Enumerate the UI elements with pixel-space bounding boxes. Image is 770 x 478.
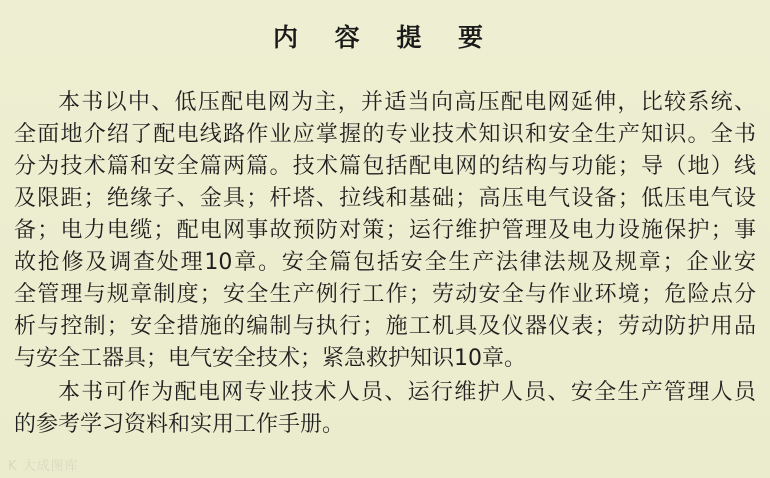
paragraph-line: 全面地介绍了配电线路作业应掌握的专业技术知识和安全生产知识。全书 (14, 122, 756, 147)
paragraph-line: 析与控制；安全措施的编制与执行；施工机具及仪器仪表；劳动防护用品 (14, 314, 756, 339)
paragraph-line: 本书以中、低压配电网为主，并适当向高压配电网延伸，比较系统、 (58, 90, 756, 115)
page-title: 内 容 提 要 (272, 23, 498, 52)
paragraph-line: 本书可作为配电网专业技术人员、运行维护人员、安全生产管理人员 (58, 380, 756, 405)
paragraph-line: 分为技术篇和安全篇两篇。技术篇包括配电网的结构与功能；导（地）线 (14, 154, 756, 179)
paragraph-line: 及限距；绝缘子、金具；杆塔、拉线和基础；高压电气设备；低压电气设 (14, 186, 756, 211)
paragraph-line: 的参考学习资料和实用工作手册。 (14, 412, 345, 437)
watermark: K 大成图库 (8, 459, 79, 474)
paragraph-line: 全管理与规章制度；安全生产例行工作；劳动安全与作业环境；危险点分 (14, 282, 756, 307)
paragraph-line: 故抢修及调查处理10章。安全篇包括安全生产法律法规及规章；企业安 (14, 250, 756, 275)
paragraph-line: 备；电力电缆；配电网事故预防对策；运行维护管理及电力设施保护；事 (14, 218, 756, 243)
paragraph-line: 与安全工器具；电气安全技术；紧急救护知识10章。 (14, 346, 526, 371)
